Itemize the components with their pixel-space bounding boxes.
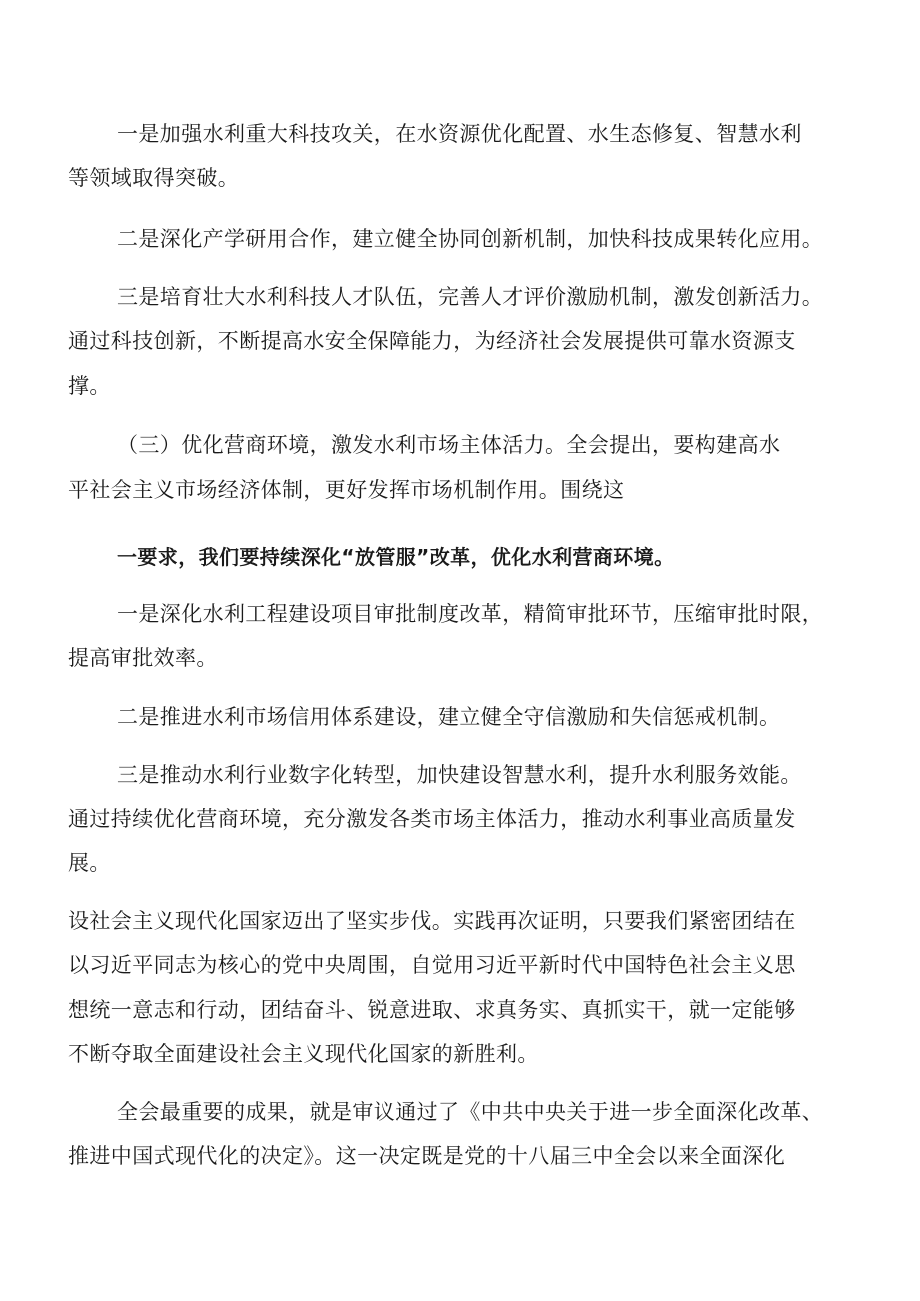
paragraph-2-line-1: 二是深化产学研用合作，建立健全协同创新机制，加快科技成果转化应用。 bbox=[117, 227, 824, 251]
paragraph-3-line-1: 三是培育壮大水利科技人才队伍，完善人才评价激励机制，激发创新活力。 bbox=[117, 285, 824, 309]
paragraph-6-line-2: 提高审批效率。 bbox=[68, 646, 218, 670]
paragraph-7-line-1: 二是推进水利市场信用体系建设，建立健全守信激励和失信惩戒机制。 bbox=[117, 705, 781, 729]
paragraph-8-line-2: 通过持续优化营商环境，充分激发各类市场主体活力，推动水利事业高质量发 bbox=[68, 807, 796, 831]
paragraph-1-line-1: 一是加强水利重大科技攻关，在水资源优化配置、水生态修复、智慧水利 bbox=[117, 122, 802, 146]
paragraph-9-line-4: 不断夺取全面建设社会主义现代化国家的新胜利。 bbox=[68, 1042, 539, 1066]
paragraph-4-line-2: 平社会主义市场经济体制，更好发挥市场机制作用。围绕这 bbox=[68, 478, 625, 502]
paragraph-8-line-1: 三是推动水利行业数字化转型，加快建设智慧水利，提升水利服务效能。 bbox=[117, 763, 802, 787]
paragraph-10-line-2: 推进中国式现代化的决定》。这一决定既是党的十八届三中全会以来全面深化 bbox=[68, 1144, 786, 1168]
paragraph-3-line-3: 撑。 bbox=[68, 374, 111, 398]
paragraph-6-line-1: 一是深化水利工程建设项目审批制度改革，精简审批环节，压缩审批时限， bbox=[117, 602, 824, 626]
paragraph-9-line-1: 设社会主义现代化国家迈出了坚实步伐。实践再次证明，只要我们紧密团结在 bbox=[68, 909, 796, 933]
paragraph-1-line-2: 等领域取得突破。 bbox=[68, 166, 240, 190]
paragraph-5-line-1: 一要求，我们要持续深化“放管服”改革，优化水利营商环境。 bbox=[117, 545, 675, 569]
paragraph-10-line-1: 全会最重要的成果，就是审议通过了《中共中央关于进一步全面深化改革、 bbox=[117, 1100, 824, 1124]
paragraph-4-line-1: （三）优化营商环境，激发水利市场主体活力。全会提出，要构建高水 bbox=[117, 433, 781, 457]
paragraph-3-line-2: 通过科技创新，不断提高水安全保障能力，为经济社会发展提供可靠水资源支 bbox=[68, 329, 796, 353]
paragraph-8-line-3: 展。 bbox=[68, 851, 111, 875]
paragraph-9-line-2: 以习近平同志为核心的党中央周围，自觉用习近平新时代中国特色社会主义思 bbox=[68, 953, 796, 977]
paragraph-9-line-3: 想统一意志和行动，团结奋斗、锐意进取、求真务实、真抓实干，就一定能够 bbox=[68, 998, 796, 1022]
